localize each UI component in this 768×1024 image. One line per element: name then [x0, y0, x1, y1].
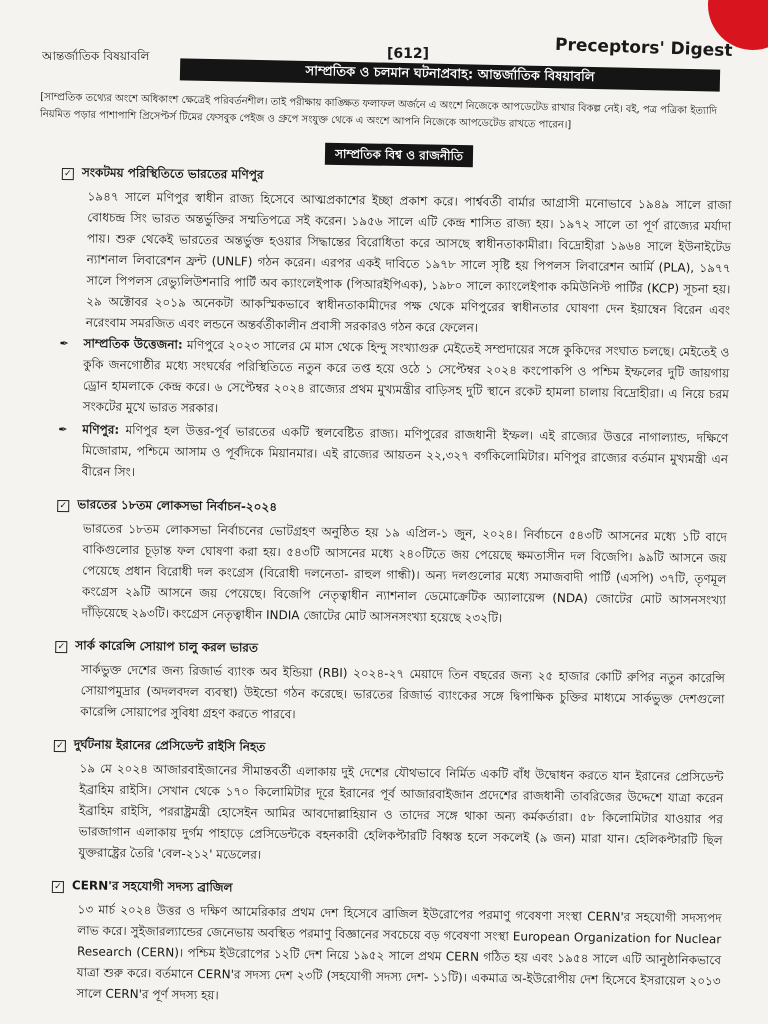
item-body: ১৯ মে ২০২৪ আজারবাইজানের সীমান্তবর্তী এলাকায় দুই দেশের যৌথভাবে নির্মিত একটি বাঁধ উদ্বোধন করতে যান ইরানের প্রেসিডেন্ট ইব্রাহিম রাইসি। সেখান থেকে ১৭০ কিলোমিটার দূরে ইরানের পূর্ব আজারবাইজান প্রদেশের রাজধানী তাবরিজের উদ্দেশে যাত্রা করেন ইব্রাহিম রাইসি, পররাষ্ট্রমন্ত্রী হোসেইন আমির আবদোল্লাহিয়ান ও তাদের সঙ্গে থাকা অন্য কর্মকর্তারা। ৫৮ কিলোমিটার যাওয়ার পর ভারজাগান এলাকায় দুর্গম পাহাড়ে প্রেসিডেন্টকে বহনকারী হেলিকপ্টারটি বিধ্বস্ত হলে সকলেই (৯ জন) মারা যান। হেলিকপ্টারটি ছিল যুক্তরাষ্ট্রের তৈরি 'বেল-২১২' মডেলের।: [78, 761, 724, 862]
checkbox-icon: ✓: [54, 740, 66, 752]
pen-nib-icon: ✒: [59, 336, 69, 351]
item-title: সার্ক কারেন্সি সোয়াপ চালু করল ভারত: [75, 638, 259, 655]
header-subject: আন্তর্জাতিক বিষয়াবলি: [42, 49, 150, 63]
item-title: ভারতের ১৮তম লোকসভা নির্বাচন-২০২৪: [77, 497, 278, 515]
item-body: সার্কভুক্ত দেশের জন্য রিজার্ভ ব্যাংক অব ইন্ডিয়া (RBI) ২০২৪-২৭ মেয়াদে তিন বছরের জন্য ২৫ হাজার কোটি রুপির নতুন কারেন্সি সোয়াপমুদ্রার (অদলবদল ব্যবস্থা) উইন্ডো গঠন করেছে। ভারতের রিজার্ভ ব্যাংকের সঙ্গে দ্বিপাক্ষিক চুক্তির মাধ্যমে সার্কভুক্ত দেশগুলো কারেন্সি সোয়াপের সুবিধা গ্রহণ করতে পারবে।: [80, 662, 725, 722]
checkbox-icon: ✓: [52, 881, 64, 893]
sub-label: সাম্প্রতিক উত্তেজনা:: [83, 336, 183, 352]
checkbox-icon: ✓: [57, 500, 69, 512]
sub-text: মণিপুর হল উত্তর-পূর্ব ভারতের একটি স্থলবেষ্টিত রাজ্য। মণিপুরের রাজধানী ইম্ফল। এই রাজ্যের উত্তরে নাগাল্যান্ড, দক্ষিণে মিজোরাম, পশ্চিমে আসাম ও পূর্বদিকে মিয়ানমার। এই রাজ্যের আয়তন ২২,৩২৭ বর্গকিলোমিটার। মণিপুর রাজ্যের বর্তমান মুখ্যমন্ত্রী এন বীরেন সিং।: [81, 422, 729, 480]
news-item: [54, 637, 725, 731]
page-number: [612]: [387, 46, 430, 62]
item-body: ভারতের ১৮তম লোকসভা নির্বাচনের ভোটগ্রহণ অনুষ্ঠিত হয় ১৯ এপ্রিল-১ জুন, ২০২৪। নির্বাচনে ৫৪৩টি আসনের মধ্যে ১টি বাদে বাকিগুলোর চূড়ান্ত ফল ঘোষণা করা হয়। ৫৪৩টি আসনের মধ্যে ২৪০টিতে জয় পেয়েছে ক্ষমতাসীন দল বিজেপি। ৯৯টি আসনে জয় পেয়েছে প্রধান বিরোধী দল কংগ্রেস (বিরোধী দলনেতা- রাহুল গান্ধী)। অন্য দলগুলোর মধ্যে সমাজবাদী পার্টি (এসপি) ৩৭টি, তৃণমূল কংগ্রেস ২৯টি আসনে জয় পেয়েছে। বিজেপি নেতৃত্বাধীন ন্যাশনাল ডেমোক্রেটিক অ্যালায়েন্স (NDA) জোটের মোট আসনসংখ্যা দাঁড়িয়েছে ২৯৩টি। কংগ্রেস নেতৃত্বাধীন INDIA জোটের মোট আসনসংখ্যা হয়েছে ২৩২টি।: [81, 521, 727, 626]
sub-label: মণিপুর:: [82, 422, 120, 437]
sub-text: মণিপুরে ২০২৩ সালের মে মাস থেকে হিন্দু সংখ্যাগুরু মেইতেই সম্প্রদায়ের সঙ্গে কুকিদের সংঘাত চলছে। মেইতেই ও কুকি জনগোষ্ঠীর মধ্যে সংঘর্ষের পরিস্থিতিতে নতুন করে তপ্ত হয়ে ওঠে ১ সেপ্টেম্বর ২০২৪ কংপোকপি ও পশ্চিম ইম্ফলের দুটি জায়গায় ড্রোন হামলাকে কেন্দ্র করে। ৬ সেপ্টেম্বর ২০২৪ রাজ্যের প্রথম মুখ্যমন্ত্রীর বাড়িসহ দুটি স্থানে রকেট হামলা চালায় বিদ্রোহীরা। এ নিয়ে চরম সংকটের মুখে ভারত সরকার।: [82, 337, 730, 416]
sub-item: [58, 419, 729, 491]
brand-title: Preceptors' Digest: [554, 34, 733, 62]
sub-item: [58, 333, 729, 426]
content: [50, 164, 732, 1024]
chapter-banner: সাম্প্রতিক ও চলমান ঘটনাপ্রবাহ: আন্তর্জাতিক বিষয়াবলি: [180, 58, 720, 91]
item-title: সংকটময় পরিস্থিতিতে ভারতের মণিপুর: [81, 165, 264, 182]
news-item: [58, 164, 732, 491]
checkbox-icon: ✓: [62, 168, 74, 180]
section-title: সাম্প্রতিক বিশ্ব ও রাজনীতি: [325, 143, 473, 168]
item-body: ১৩ মার্চ ২০২৪ উত্তর ও দক্ষিণ আমেরিকার প্রথম দেশ হিসেবে ব্রাজিল ইউরোপের পরমাণু গবেষণা সংস্থা CERN'র সহযোগী সদস্যপদ লাভ করে। সুইজারল্যান্ডের জেনেভায় অবস্থিত পরমাণু বিজ্ঞানের সবচেয়ে বড় গবেষণা সংস্থা European Organization for Nuclear Research (CERN)। পশ্চিম ইউরোপের ১২টি দেশ নিয়ে ১৯৫২ সালে প্রথম CERN গঠিত হয় এবং ১৯৫৪ সালে এটি আনুষ্ঠানিকভাবে যাত্রা শুরু করে। বর্তমানে CERN'র সদস্য দেশ ২৩টি (সহযোগী সদস্য দেশ- ১১টি)। একমাত্র অ-ইউরোপীয় দেশ হিসেবে ইসরায়েল ২০১৩ সালে CERN'র পূর্ণ সদস্য হয়।: [76, 902, 722, 1003]
checkbox-icon: ✓: [55, 641, 67, 653]
news-item: [50, 877, 722, 1013]
pen-nib-icon: ✒: [58, 422, 68, 437]
item-title: দুর্ঘটনায় ইরানের প্রেসিডেন্ট রাইসি নিহত: [73, 737, 266, 754]
intro-note: [সাম্প্রতিক তথ্যের অংশে অধিকাংশ ক্ষেত্রেই পরিবর্তনশীল। তাই পরীক্ষায় কাঙ্ক্ষিত ফলাফল অর্জনে এ অংশে নিজেকে আপডেটেড রাখার বিকল্প নেই। বই, পত্র পত্রিকা ইত্যাদি নিয়মিত পড়ার পাশাপাশি প্রিসেপ্টর্স টিমের ফেসবুক পেইজ ও গ্রুপে সংযুক্ত থেকে এ অংশে আপনি নিজেকে আপডেটেড রাখতে পারেন।]: [39, 91, 718, 131]
item-body: ১৯৪৭ সালে মণিপুর স্বাধীন রাজ্য হিসেবে আত্মপ্রকাশের ইচ্ছা প্রকাশ করে। পার্শ্ববর্তী বার্মার আগ্রাসী মনোভাবে ১৯৪৯ সালে রাজা বোধচন্দ্র সিং ভারত অন্তর্ভুক্তির সম্মতিপত্রে সই করেন। ১৯৫৬ সালে এটি কেন্দ্র শাসিত রাজ্য হয়। ১৯৭২ সালে তা পূর্ণ রাজ্যের মর্যাদা পায়। শুরু থেকেই ভারতের অন্তর্ভুক্ত হওয়ার সিদ্ধান্তের বিরোধিতা করে আসছে স্বাধীনতাকামীরা। বিদ্রোহীরা ১৯৬৪ সালে ইউনাইটেড ন্যাশনাল লিবারেশন ফ্রন্ট (UNLF) গঠন করেন। এরপর একই দাবিতে ১৯৭৮ সালে সৃষ্টি হয় পিপলস লিবারেশন আর্মি (PLA), ১৯৭৭ সালে পিপলস রেভ্যুলিউশনারি পার্টি অব ক্যাংলেইপাক (পিআরইপিএক), ১৯৮০ সালে ক্যাংলেইপাক কমিউনিস্ট পার্টির (KCP) সূচনা হয়। ২৯ অক্টোবর ২০১৯ অনেকটা আকস্মিকভাবে স্বাধীনতাকামীদের পক্ষ থেকে মণিপুরের স্বাধীনতার ঘোষণা দেন ইয়াম্বেন বিরেন এবং নরেংবাম সমরজিত এবং লন্ডনে অন্তর্বর্তীকালীন প্রবাসী সরকারও গঠন করে ফেলেন।: [85, 189, 732, 335]
item-title: CERN'র সহযোগী সদস্য ব্রাজিল: [71, 878, 233, 895]
news-item: [52, 736, 724, 872]
news-item: [56, 496, 728, 632]
